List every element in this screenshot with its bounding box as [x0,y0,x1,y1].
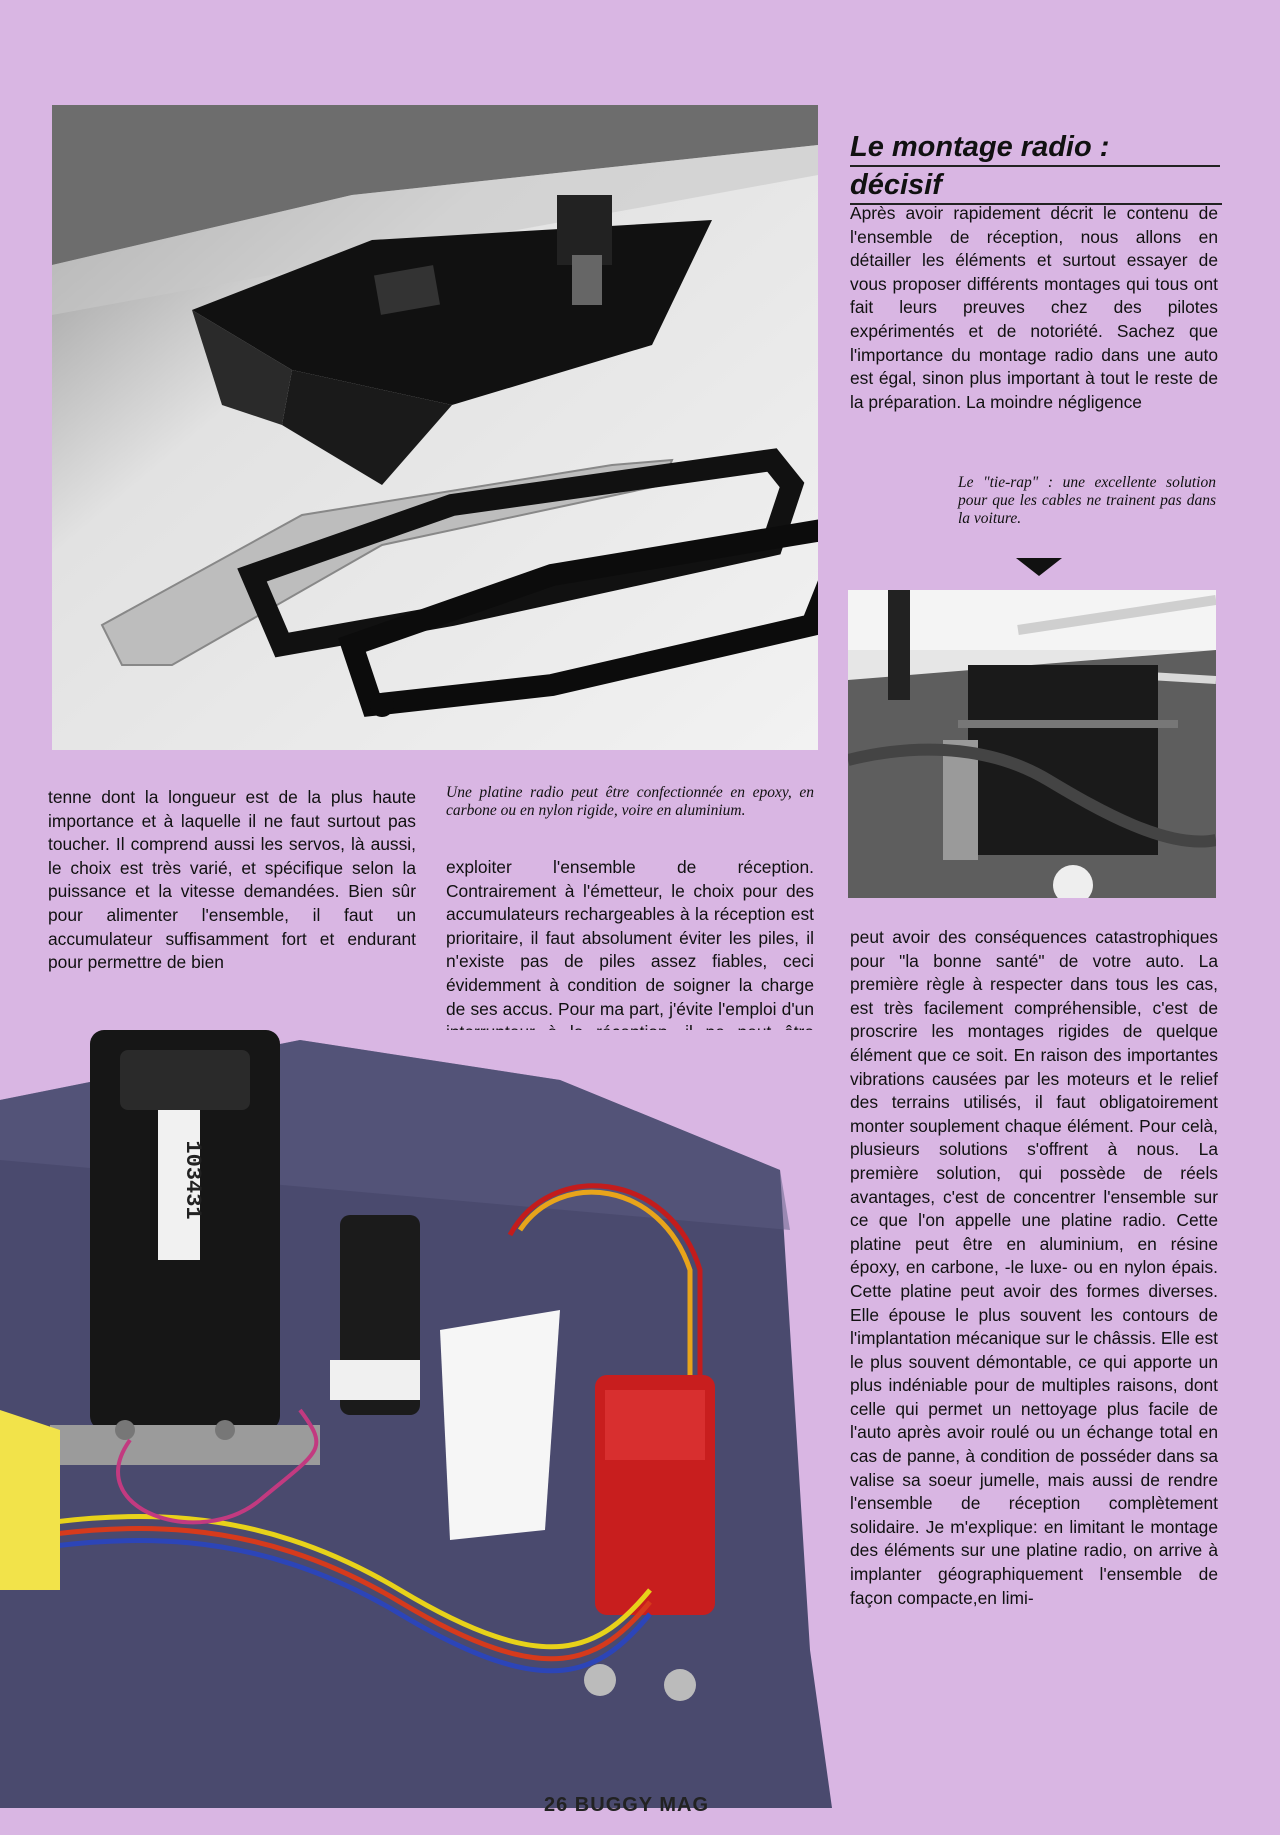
page-footer: 26 BUGGY MAG [544,1794,709,1816]
photo-radio-plates [52,105,818,750]
heading-line-1: Le montage radio : [850,129,1220,167]
servo-label: 103431 [180,1140,205,1220]
column-intro [850,202,1218,414]
caption-tie-rap: Le "tie-rap" : une excellente solution pour que les cables ne trainent pas dans la voiture. [958,474,1216,527]
column-left [48,786,416,975]
article-heading [850,129,1220,205]
column-right-text: peut avoir des conséquences catastrophiques pour "la bonne santé" de votre auto. La première règle à respecter dans tous les cas, est très facilement compréhensible, c'est de proscrire les montages rigides de quelque élément que ce soit. En raison des importantes vibrations causées par les moteurs et le relief des terrains utilisés, il faut obligatoirement monter souplement chaque élément. Pour celà, plusieurs solutions s'offrent à nous. La première solution, qui possède de réels avantages, c'est de concentrer l'ensemble sur ce que l'on appelle une platine radio. Cette platine peut être en aluminium, en résine époxy, en carbone, -le luxe- ou en nylon épais. Cette platine peut avoir des formes diverses. Elle épouse le plus souvent les contours de l'implantation mécanique sur le châssis. Elle est le plus souvent démontable, ce qui apporte un plus indéniable pour de multiples raisons, dont celle qui permet un nettoyage plus facile de l'auto après avoir roulé ou un échange total en cas de panne, à condition de posséder dans sa valise sa soeur jumelle, mais aussi de rendre l'ensemble de réception complètement solidaire. Je m'explique: en limitant le montage des éléments sur une platine radio, on arrive à implanter géographiquement l'ensemble de façon compacte,en limi- [850,927,1218,1608]
caption-platine: Une platine radio peut être confectionnée en epoxy, en carbone ou en nylon rigide, voire en aluminium. [446,784,814,819]
column-left-text: tenne dont la longueur est de la plus haute importance et à laquelle il ne faut surtout pas toucher. Il comprend aussi les servos, là aussi, le choix est très varié, et spécifique selon la puissance et la vitesse demandées. Bien sûr pour alimenter l'ensemble, il faut un accumulateur suffisamment fort et endurant pour permettre de bien [48,787,416,973]
photo-tie-rap-servo [848,590,1216,898]
heading-line-2: décisif [850,167,1222,205]
arrow-down-icon [1016,558,1062,576]
column-intro-text: Après avoir rapidement décrit le contenu de l'ensemble de réception, nous allons en détailler les éléments et surtout essayer de vous proposer différents montages qui tous ont fait leurs preuves chez des pilotes expérimentés et de notoriété. Sachez que l'importance du montage radio dans une auto est égal, sinon plus important à tout le reste de la préparation. La moindre négligence [850,203,1218,412]
photo-radio-plate-color [0,1030,832,1808]
column-middle-text: exploiter l'ensemble de réception. Contrairement à l'émetteur, le choix pour des accumulateurs rechargeables à la réception est prioritaire, il faut absolument éviter les piles, il n'existe pas de piles assez fiables, ceci évidemment à condition de soigner la charge de ses accus. Pour ma part, j'évite l'emploi d'un [446,857,814,1019]
column-right [850,926,1218,1610]
